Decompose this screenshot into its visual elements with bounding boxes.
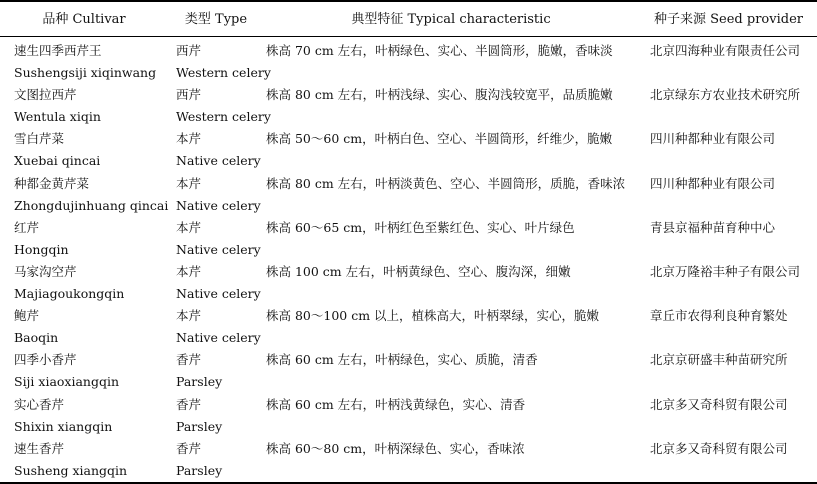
header-provider: 种子来源 Seed provider xyxy=(654,12,803,27)
characteristic-text: 株高 80 cm 左右，叶柄淡黄色、空心、半圆筒形，质脆，香味浓 xyxy=(266,175,626,191)
type-cn: 本芹 xyxy=(176,264,202,279)
characteristic-text: 株高 60～80 cm，叶柄深绿色、实心，香味浓 xyxy=(266,440,525,456)
provider-cell xyxy=(650,40,800,62)
type-en: Parsley xyxy=(176,418,223,434)
cultivar-name-cn: 鲍芹 xyxy=(14,308,40,324)
characteristic-cell xyxy=(266,173,625,195)
provider-cell xyxy=(650,261,800,283)
cultivar-cell xyxy=(14,394,112,438)
type-cell xyxy=(176,40,271,84)
characteristic-cell xyxy=(266,394,525,416)
type-cell xyxy=(176,305,261,349)
type-en: Western celery xyxy=(176,65,271,80)
characteristic-text: 株高 100 cm 左右，叶柄黄绿色、空心、腹沟深，细嫩 xyxy=(266,264,571,279)
type-cell xyxy=(176,394,222,438)
characteristic-cell xyxy=(266,305,599,327)
type-en: Parsley xyxy=(176,462,223,478)
top-rule xyxy=(0,0,817,2)
type-en: Native celery xyxy=(176,241,261,257)
characteristic-cell xyxy=(266,84,613,106)
table-row xyxy=(0,394,817,438)
provider-text: 北京万隆裕丰种子有限公司 xyxy=(650,264,801,279)
type-cn: 本芹 xyxy=(176,219,202,235)
cultivar-name-cn: 马家沟空芹 xyxy=(14,264,77,279)
cultivar-name-en: Siji xiaoxiangqin xyxy=(14,374,120,390)
header-characteristic: 典型特征 Typical characteristic xyxy=(351,12,551,27)
characteristic-text: 株高 60 cm 左右，叶柄浅黄绿色，实心、清香 xyxy=(266,396,526,412)
cultivar-name-en: Baoqin xyxy=(14,330,59,346)
cultivar-name-cn: 雪白芹菜 xyxy=(14,131,65,147)
cultivar-cell xyxy=(14,349,119,393)
header-rule xyxy=(0,36,817,37)
provider-text: 章丘市农得利良种育繁处 xyxy=(650,308,788,324)
table-row xyxy=(0,173,817,217)
provider-text: 四川种都种业有限公司 xyxy=(650,131,776,147)
characteristic-text: 株高 60～65 cm，叶柄红色至紫红色、实心、叶片绿色 xyxy=(266,219,575,235)
cultivar-name-en: Shixin xiangqin xyxy=(14,418,113,434)
cultivar-name-cn: 种都金黄芹菜 xyxy=(14,175,90,191)
provider-text: 北京四海种业有限责任公司 xyxy=(650,43,801,58)
type-cn: 本芹 xyxy=(176,131,202,147)
characteristic-cell xyxy=(266,261,571,283)
provider-text: 北京京研盛丰种苗研究所 xyxy=(650,352,788,368)
table-row xyxy=(0,128,817,172)
provider-text: 北京多又奇科贸有限公司 xyxy=(650,396,788,412)
characteristic-text: 株高 80 cm 左右，叶柄浅绿、实心、腹沟浅较宽平，品质脆嫩 xyxy=(266,87,613,103)
type-en: Native celery xyxy=(176,330,261,346)
type-cn: 香芹 xyxy=(176,440,202,456)
type-cn: 本芹 xyxy=(176,175,202,191)
type-cell xyxy=(176,84,271,128)
type-en: Native celery xyxy=(176,153,261,169)
header-type: 类型 Type xyxy=(184,12,248,27)
provider-cell xyxy=(650,173,775,195)
provider-cell xyxy=(650,84,800,106)
provider-text: 四川种都种业有限公司 xyxy=(650,175,776,191)
provider-text: 北京多又奇科贸有限公司 xyxy=(650,440,788,456)
provider-cell xyxy=(650,128,775,150)
cultivar-name-en: Zhongdujinhuang qincai xyxy=(14,197,169,213)
type-cell xyxy=(176,349,222,393)
type-en: Western celery xyxy=(176,109,271,125)
characteristic-cell xyxy=(266,349,538,371)
cultivar-name-cn: 四季小香芹 xyxy=(14,352,77,368)
provider-text: 青县京福种苗育种中心 xyxy=(650,219,776,235)
type-en: Native celery xyxy=(176,286,261,301)
table-row xyxy=(0,305,817,349)
type-cell xyxy=(176,217,261,261)
cultivar-name-en: Hongqin xyxy=(14,241,69,257)
provider-cell xyxy=(650,305,788,327)
cultivar-cell xyxy=(14,173,168,217)
type-cn: 本芹 xyxy=(176,308,202,324)
characteristic-text: 株高 70 cm 左右，叶柄绿色、实心、半圆筒形，脆嫩，香味淡 xyxy=(266,43,613,58)
characteristic-text: 株高 60 cm 左右，叶柄绿色，实心、质脆，清香 xyxy=(266,352,538,368)
cultivar-name-en: Majiagoukongqin xyxy=(14,286,125,301)
cultivar-cell xyxy=(14,438,127,482)
cultivar-cell xyxy=(14,261,124,305)
cultivar-name-cn: 速生四季西芹王 xyxy=(14,43,102,58)
table-row xyxy=(0,261,817,305)
cultivar-name-en: Xuebai qincai xyxy=(14,153,101,169)
table-row xyxy=(0,217,817,261)
cultivar-name-cn: 速生香芹 xyxy=(14,440,65,456)
table-row xyxy=(0,84,817,128)
type-cn: 香芹 xyxy=(176,352,202,368)
cultivar-cell xyxy=(14,84,101,128)
provider-cell xyxy=(650,349,788,371)
characteristic-text: 株高 50～60 cm，叶柄白色、空心、半圆筒形，纤维少，脆嫩 xyxy=(266,131,613,147)
provider-cell xyxy=(650,438,788,460)
cultivar-name-en: Sushengsiji xiqinwang xyxy=(14,65,157,80)
type-en: Parsley xyxy=(176,374,223,390)
type-cell xyxy=(176,128,261,172)
characteristic-cell xyxy=(266,217,575,239)
type-en: Native celery xyxy=(176,197,261,213)
type-cn: 香芹 xyxy=(176,396,202,412)
provider-cell xyxy=(650,394,788,416)
type-cn: 西芹 xyxy=(176,87,202,103)
cultivar-name-en: Wentula xiqin xyxy=(14,109,101,125)
characteristic-text: 株高 80～100 cm 以上，植株高大，叶柄翠绿，实心，脆嫩 xyxy=(266,308,600,324)
type-cell xyxy=(176,261,261,305)
table-row xyxy=(0,438,817,482)
header-cultivar: 品种 Cultivar xyxy=(42,12,126,27)
table-row xyxy=(0,40,817,84)
type-cell xyxy=(176,173,261,217)
cultivar-name-en: Susheng xiangqin xyxy=(14,462,128,478)
cultivar-name-cn: 实心香芹 xyxy=(14,396,65,412)
cultivar-cell xyxy=(14,128,100,172)
cultivar-name-cn: 文图拉西芹 xyxy=(14,87,77,103)
cultivar-cell xyxy=(14,40,156,84)
characteristic-cell xyxy=(266,128,612,150)
provider-text: 北京绿东方农业技术研究所 xyxy=(650,87,801,103)
provider-cell xyxy=(650,217,775,239)
type-cell xyxy=(176,438,222,482)
cultivar-cell xyxy=(14,217,69,261)
table-row xyxy=(0,349,817,393)
cultivar-name-cn: 红芹 xyxy=(14,219,40,235)
type-cn: 西芹 xyxy=(176,43,202,58)
characteristic-cell xyxy=(266,40,613,62)
cultivar-cell xyxy=(14,305,58,349)
characteristic-cell xyxy=(266,438,525,460)
